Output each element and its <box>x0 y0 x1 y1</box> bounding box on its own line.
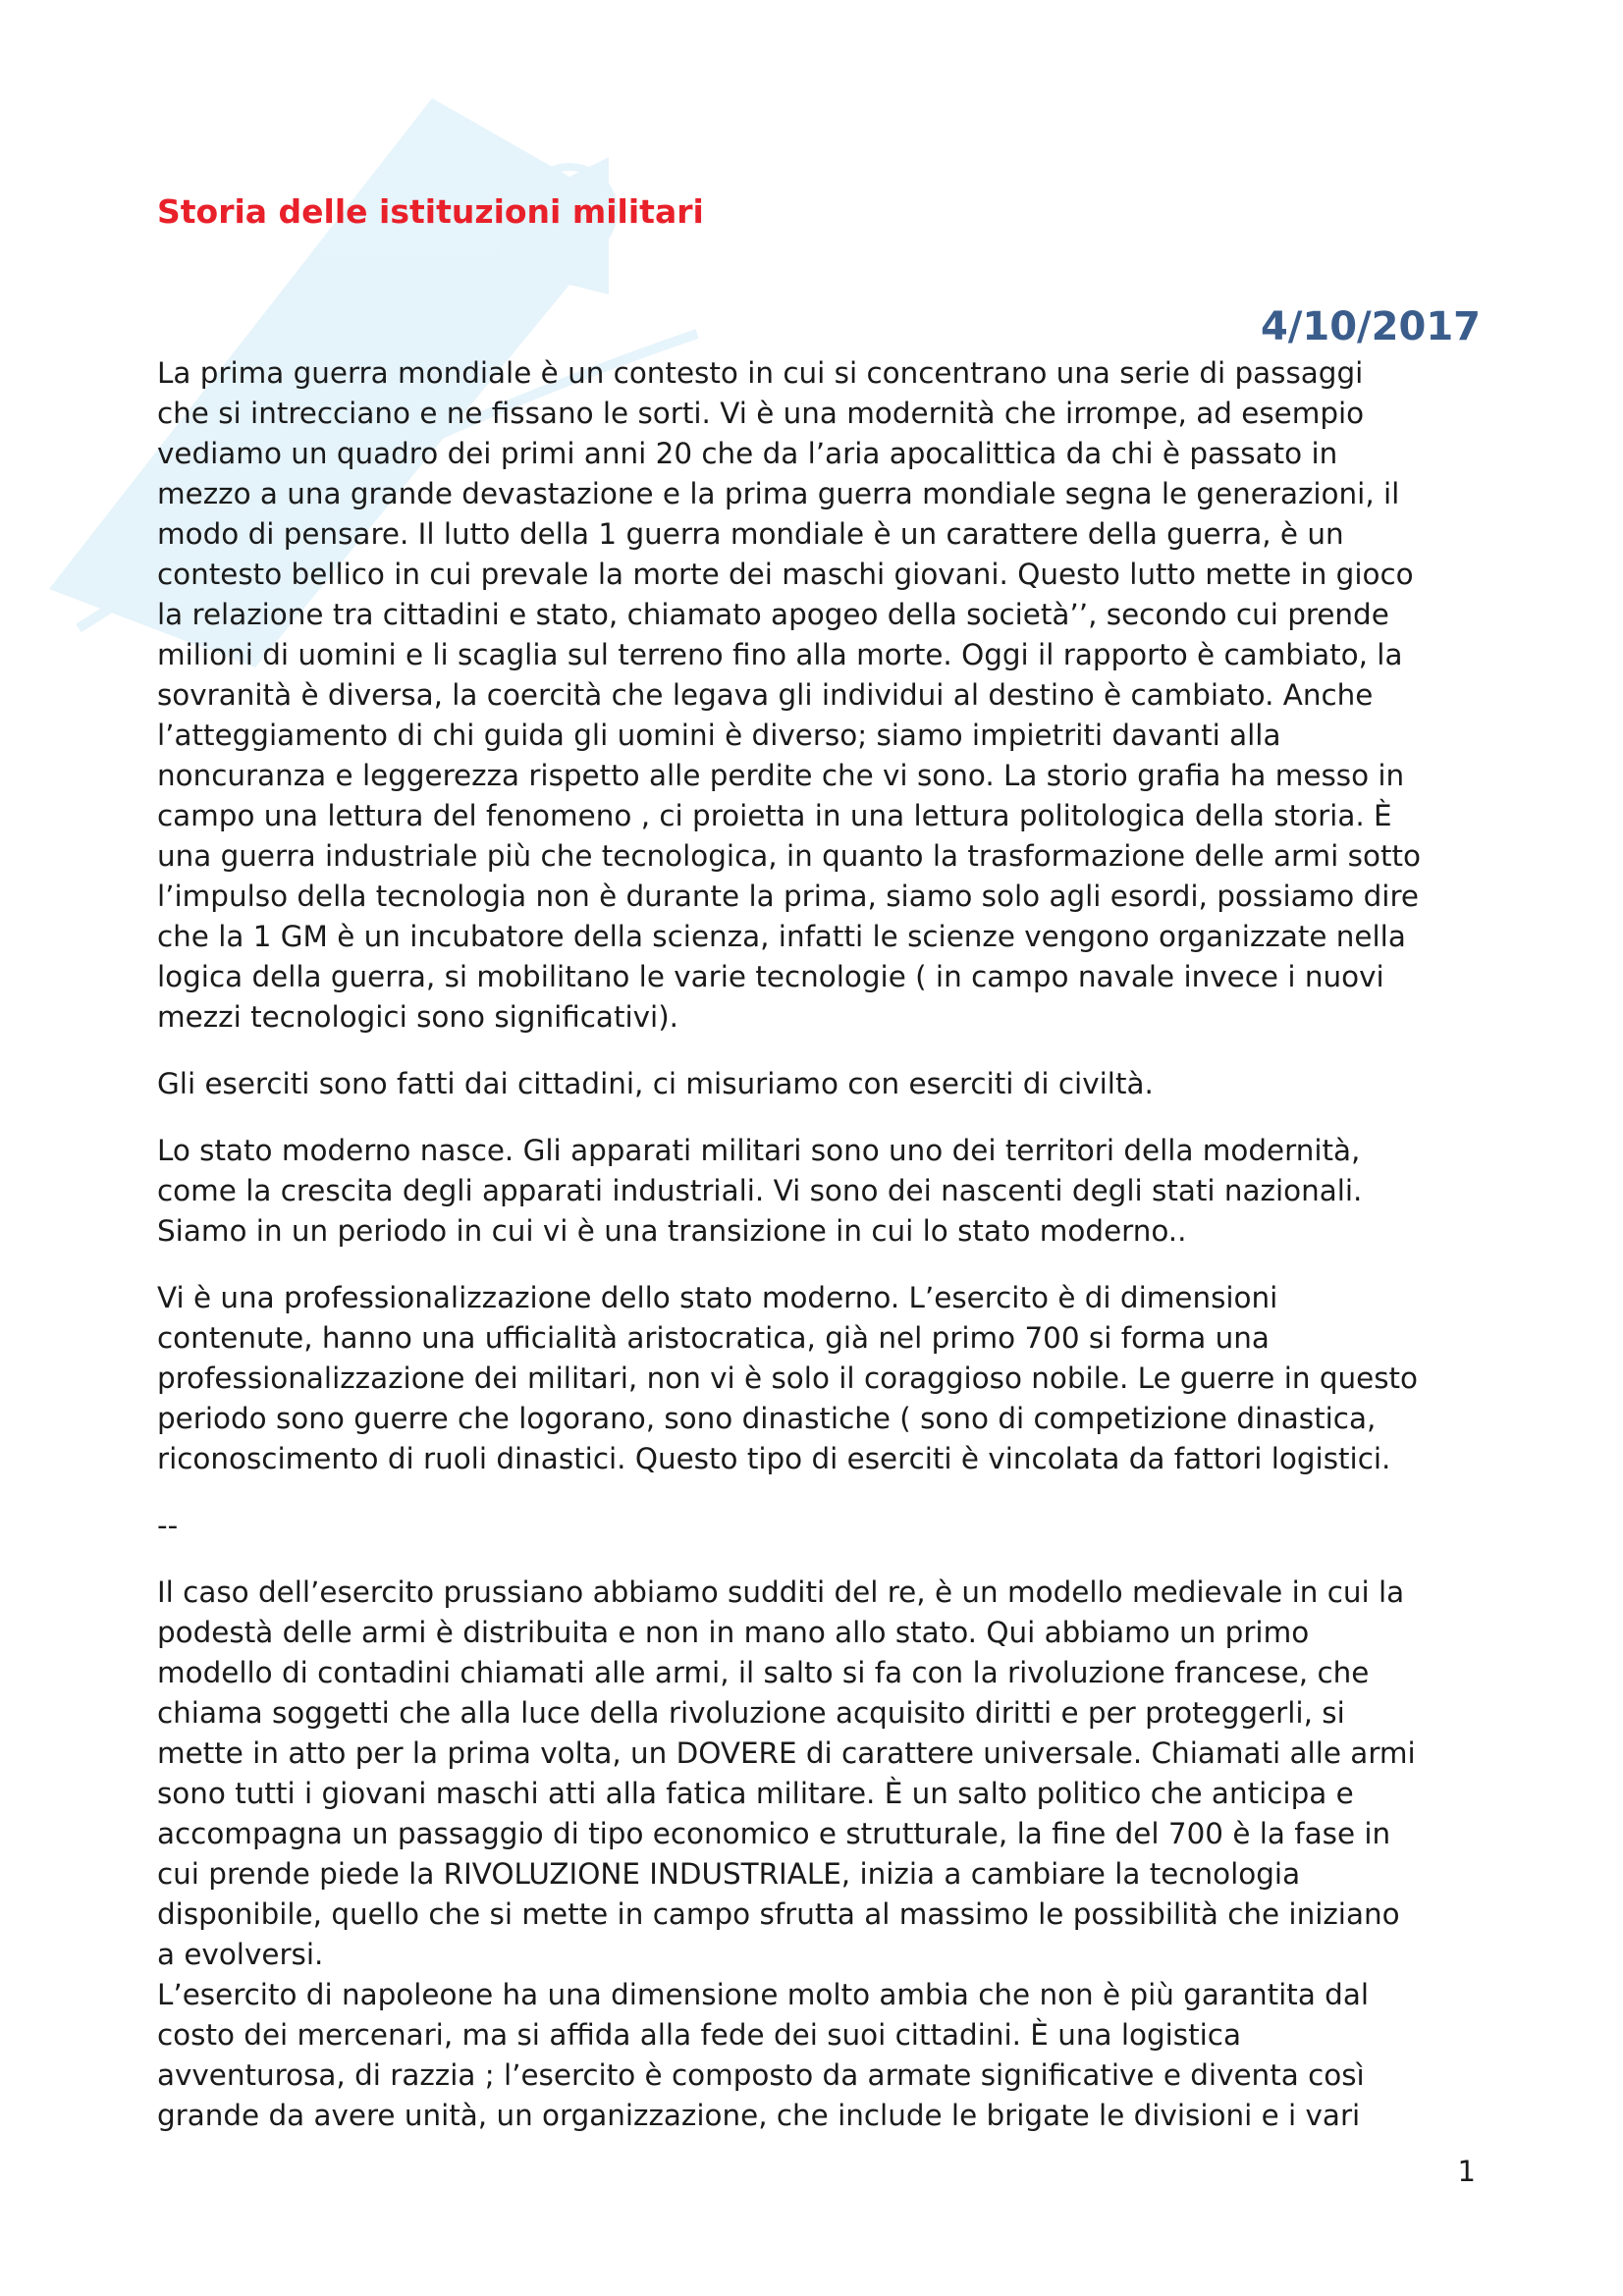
paragraph: Il caso dell’esercito prussiano abbiamo sudditi del re, è un modello medievale in cui la podestà delle armi è distribuita e non in mano allo stato. Qui abbiamo un primo modello di contadini chiamati alle armi, il salto si fa con la rivoluzione francese, che chiama soggetti che alla luce della rivoluzione acquisito diritti e per proteggerli, si mette in atto per la prima volta, un DOVERE di carattere universale. Chiamati alle armi sono tutti i giovani maschi atti alla fatica militare. È un salto politico che anticipa e accompagna un passaggio di tipo economico e strutturale, la fine del 700 è la fase in cui prende piede la RIVOLUZIONE INDUSTRIALE, inizia a cambiare la tecnologia disponibile, quello che si mette in campo sfrutta al massimo le possibilità che iniziano a evolversi. <box>157 1575 1416 1971</box>
paragraph: L’esercito di napoleone ha una dimensione molto ambia che non è più garantita dal costo dei mercenari, ma si affida alla fede dei suoi cittadini. È una logistica avventurosa, di razzia ; l’esercito è composto da armate significative e diventa così grande da avere unità, un organizzazione, che include le brigate le divisioni e i vari <box>157 1978 1370 2132</box>
document-body <box>157 353 1483 2136</box>
paragraph: Vi è una professionalizzazione dello stato moderno. L’esercito è di dimensioni contenute, hanno una ufficialità aristocratica, già nel primo 700 si forma una professionalizzazione dei militari, non vi è solo il coraggioso nobile. Le guerre in questo periodo sono guerre che logorano, sono dinastiche ( sono di competizione dinastica, riconoscimento di ruoli dinastici. Questo tipo di eserciti è vincolata da fattori logistici. <box>157 1281 1419 1475</box>
separator: -- <box>157 1509 179 1542</box>
document-date: 4/10/2017 <box>1260 304 1481 349</box>
paragraph: Lo stato moderno nasce. Gli apparati militari sono uno dei territori della modernità, come la crescita degli apparati industriali. Vi sono dei nascenti degli stati nazionali. Siamo in un periodo in cui vi è una transizione in cui lo stato moderno.. <box>157 1134 1363 1248</box>
document-title: Storia delle istituzioni militari <box>157 192 704 231</box>
paragraph: La prima guerra mondiale è un contesto in cui si concentrano una serie di passaggi che si intrecciano e ne fissano le sorti. Vi è una modernità che irrompe, ad esempio vediamo un quadro dei primi anni 20 che da l’aria apocalittica da chi è passato in mezzo a una grande devastazione e la prima guerra mondiale segna le generazioni, il modo di pensare. Il lutto della 1 guerra mondiale è un carattere della guerra, è un contesto bellico in cui prevale la morte dei maschi giovani. Questo lutto mette in gioco la relazione tra cittadini e stato, chiamato apogeo della società’’, secondo cui prende milioni di uomini e li scaglia sul terreno fino alla morte. Oggi il rapporto è cambiato, la sovranità è diversa, la coercità che legava gli individui al destino è cambiato. Anche l’atteggiamento di chi guida gli uomini è diverso; siamo impietriti davanti alla noncuranza e leggerezza rispetto alle perdite che vi sono. La storio grafia ha messo in campo una lettura del fenomeno , ci proietta in una lettura politologica della storia. È una guerra industriale più che tecnologica, in quanto la trasformazione delle armi sotto l’impulso della tecnologia non è durante la prima, siamo solo agli esordi, possiamo dire che la 1 GM è un incubatore della scienza, infatti le scienze vengono organizzate nella logica della guerra, si mobilitano le varie tecnologie ( in campo navale invece i nuovi mezzi tecnologici sono significativi). <box>157 356 1421 1034</box>
paragraph: Gli eserciti sono fatti dai cittadini, ci misuriamo con eserciti di civiltà. <box>157 1067 1154 1100</box>
page-number: 1 <box>1457 2155 1476 2188</box>
